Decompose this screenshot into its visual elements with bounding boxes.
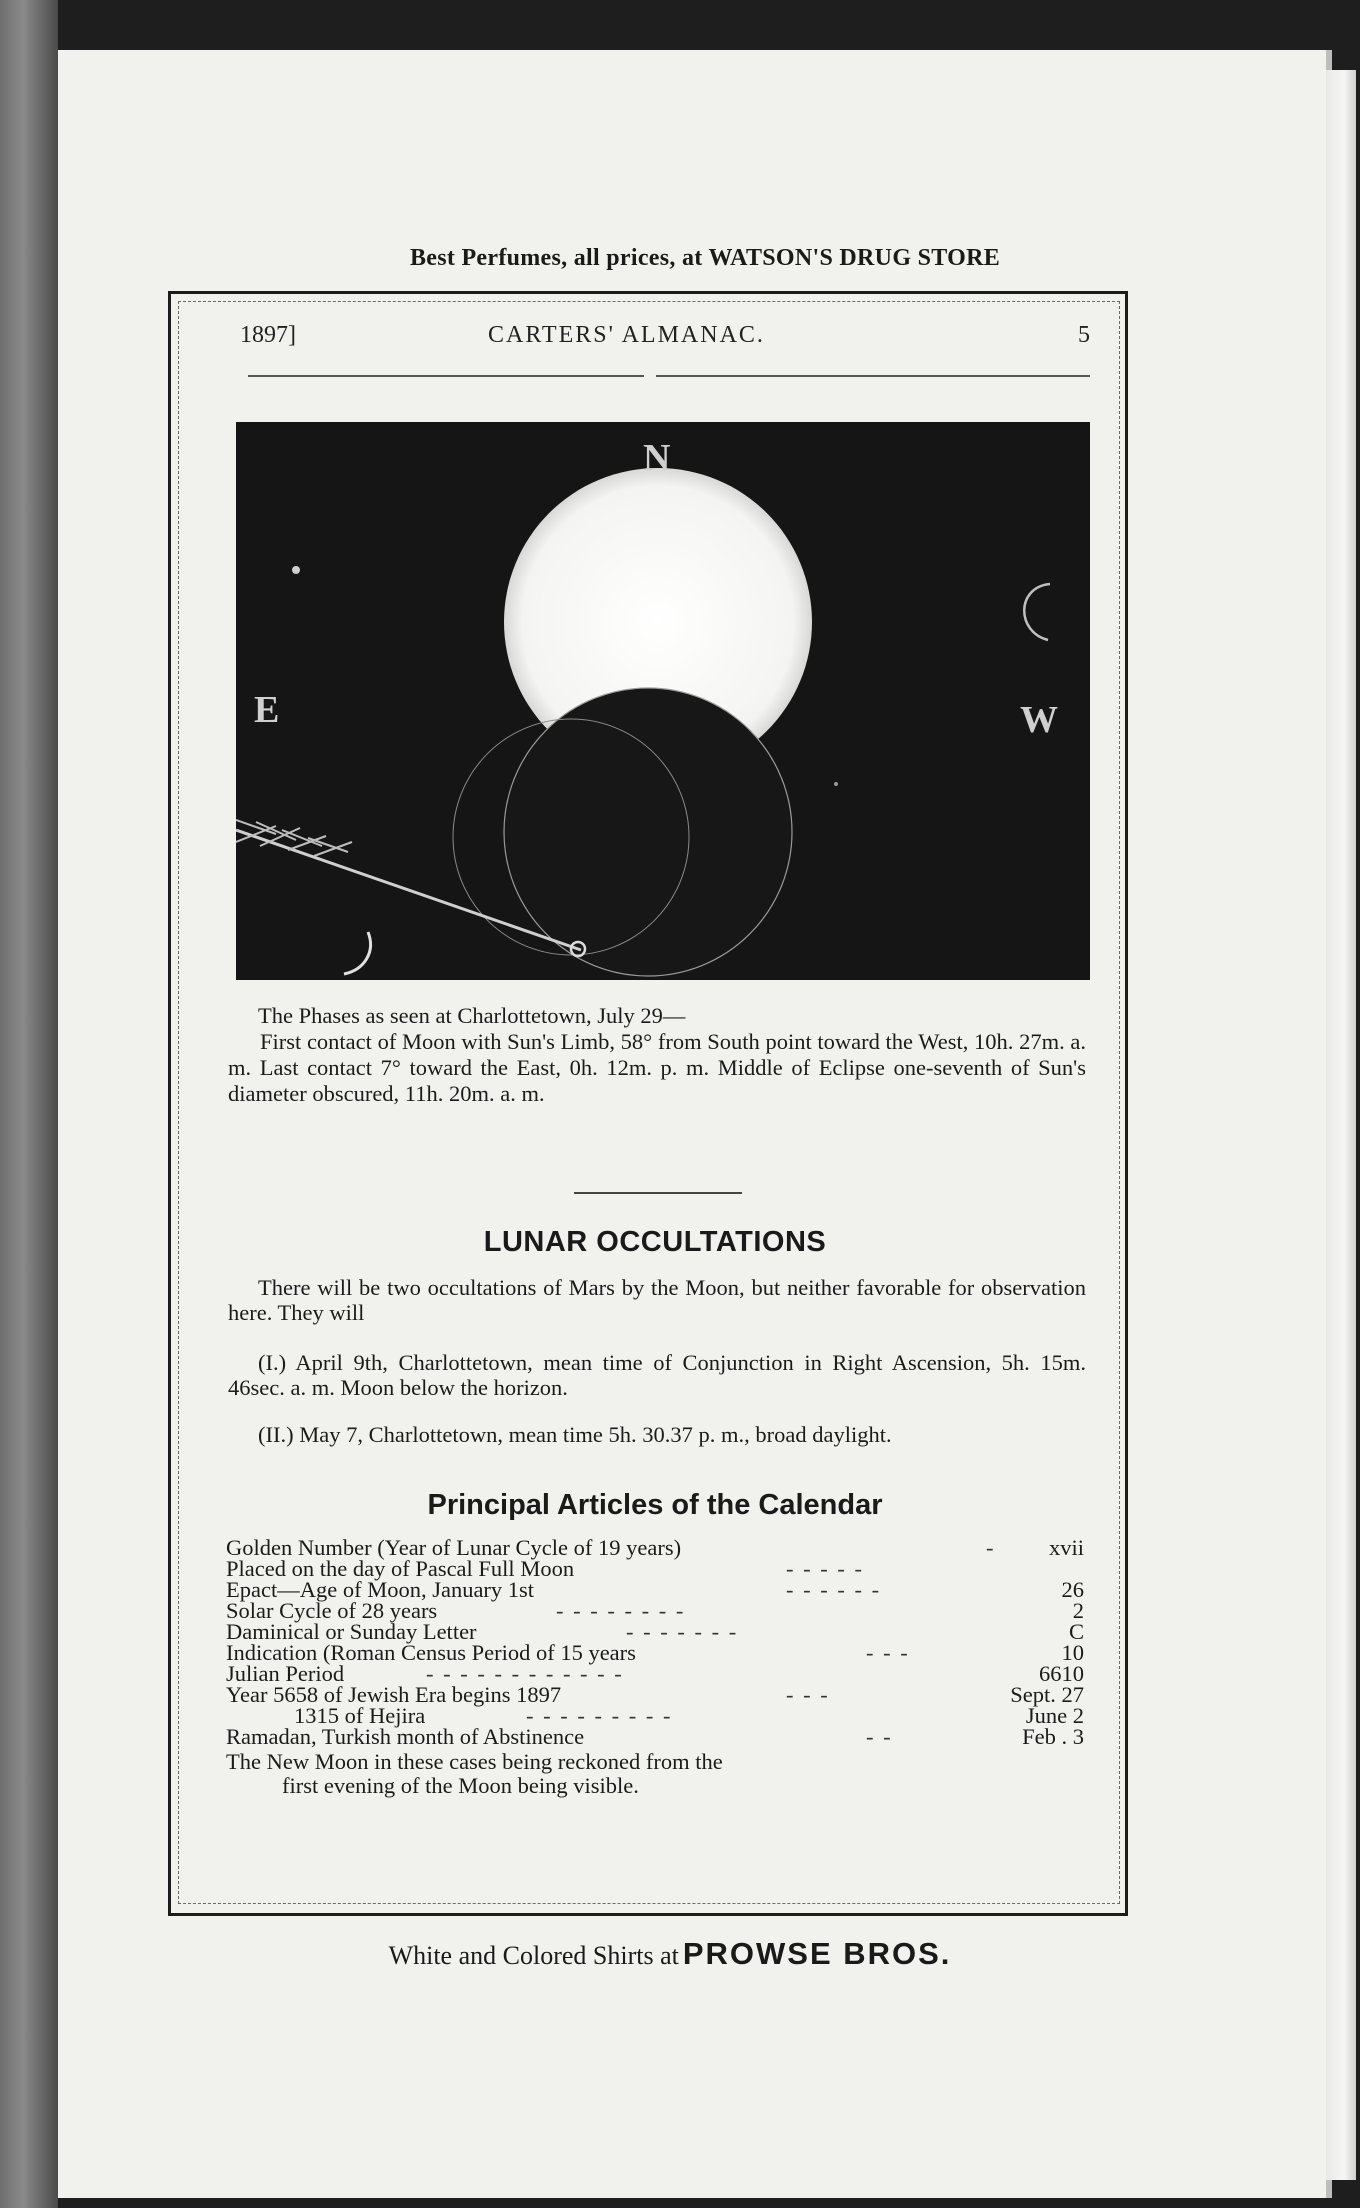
calendar-row — [226, 1705, 1088, 1726]
calendar-footnote-line-1: The New Moon in these cases being reckoned from the — [226, 1749, 723, 1774]
calendar-row-value: June 2 — [1025, 1703, 1084, 1728]
calendar-row-dashes: - - - - - - - - - - - - — [426, 1661, 624, 1686]
calendar-row-dashes: - - - - - - — [786, 1577, 882, 1602]
star-speck — [834, 782, 838, 786]
calendar-footnote — [226, 1751, 1088, 1799]
compass-e: E — [254, 689, 280, 731]
calendar-heading: Principal Articles of the Calendar — [427, 1489, 883, 1521]
calendar-row-value: xvii — [1048, 1535, 1084, 1560]
calendar-row — [226, 1558, 1088, 1579]
calendar-row-value: C — [1068, 1619, 1084, 1644]
calendar-row-value: 2 — [1072, 1598, 1084, 1623]
lunar-item-1 — [228, 1350, 1086, 1400]
calendar-row-dashes: - - - - - — [786, 1556, 864, 1581]
calendar-row — [226, 1642, 1088, 1663]
lunar-occultations-heading: LUNAR OCCULTATIONS — [483, 1226, 827, 1258]
compass-w: W — [1020, 699, 1058, 741]
calendar-row-value: 26 — [1061, 1577, 1084, 1602]
calendar-row-label: Daminical or Sunday Letter — [226, 1619, 477, 1644]
calendar-row-dashes: - — [986, 1535, 996, 1560]
eclipse-illustration — [236, 422, 1090, 980]
lunar-item-2 — [228, 1422, 1086, 1447]
calendar-row — [226, 1600, 1088, 1621]
running-head-title: CARTERS' ALMANAC. — [488, 322, 765, 348]
calendar-row — [226, 1684, 1088, 1705]
calendar-row-label: Indication (Roman Census Period of 15 years — [226, 1640, 636, 1665]
top-advertisement: Best Perfumes, all prices, at WATSON'S DRUG STORE — [409, 245, 1001, 271]
running-head — [240, 322, 1090, 358]
header-rule-left — [248, 375, 644, 377]
header-rule-right — [656, 375, 1090, 377]
caption-body: First contact of Moon with Sun's Limb, 58° from South point toward the West, 10h. 27m. a. m. Last contact 7° toward the East, 0h. 12m. p. m. Middle of Eclipse one-seventh of Sun's diameter obscured, 11h. 20m. a. m. — [228, 1029, 1086, 1106]
calendar-row-label: Golden Number (Year of Lunar Cycle of 19 years) — [226, 1535, 682, 1560]
compass-n: N — [643, 437, 671, 479]
calendar-row-dashes: - - - - - - - - - — [526, 1703, 673, 1728]
calendar-row-dashes: - - - — [786, 1682, 830, 1707]
calendar-row-label: Placed on the day of Pascal Full Moon — [226, 1556, 575, 1581]
calendar-row-value: 10 — [1061, 1640, 1084, 1665]
calendar-row — [226, 1537, 1088, 1558]
calendar-row — [226, 1621, 1088, 1642]
section-divider — [574, 1192, 742, 1194]
running-head-year: 1897] — [240, 322, 296, 348]
calendar-row-value: Sept. 27 — [1010, 1682, 1084, 1707]
calendar-row-label: 1315 of Hejira — [294, 1703, 426, 1728]
bottom-advertisement — [240, 1936, 1100, 1972]
lunar-item-2-text: (II.) May 7, Charlottetown, mean time 5h. 30.37 p. m., broad daylight. — [258, 1422, 892, 1447]
lunar-intro — [228, 1275, 1086, 1325]
calendar-row — [226, 1663, 1088, 1684]
star-speck — [292, 566, 300, 574]
calendar-row-label: Solar Cycle of 28 years — [226, 1598, 438, 1623]
calendar-row-label: Epact—Age of Moon, January 1st — [226, 1577, 535, 1602]
bottom-ad-text: White and Colored Shirts at — [388, 1941, 679, 1970]
calendar-row-label: Ramadan, Turkish month of Abstinence — [226, 1724, 585, 1749]
eclipse-photograph — [236, 422, 1090, 980]
calendar-row-dashes: - - — [866, 1724, 893, 1749]
calendar-row-value: 6610 — [1039, 1661, 1084, 1686]
page-right-edge — [1326, 70, 1356, 2180]
lunar-intro-text: There will be two occultations of Mars by the Moon, but neither favorable for observation here. They will — [228, 1275, 1086, 1325]
calendar-row — [226, 1726, 1088, 1747]
caption-lead: The Phases as seen at Charlottetown, July 29— — [258, 1003, 686, 1028]
lunar-item-1-text: (I.) April 9th, Charlottetown, mean time of Conjunction in Right Ascension, 5h. 15m. 46sec. a. m. Moon below the horizon. — [228, 1350, 1086, 1400]
calendar-row-label: Julian Period — [226, 1661, 345, 1686]
calendar-footnote-line-2: first evening of the Moon being visible. — [282, 1773, 639, 1798]
calendar-row-dashes: - - - - - - - — [626, 1619, 739, 1644]
calendar-row-dashes: - - - — [866, 1640, 910, 1665]
calendar-row-label: Year 5658 of Jewish Era begins 1897 — [226, 1682, 562, 1707]
bottom-ad-store: PROWSE BROS. — [682, 1936, 952, 1971]
calendar-row — [226, 1579, 1088, 1600]
calendar-row-value: Feb . 3 — [1022, 1724, 1084, 1749]
moon-shadow-disc — [504, 688, 792, 976]
book-spine-edge — [0, 0, 58, 2208]
calendar-row-dashes: - - - - - - - - — [556, 1598, 686, 1623]
calendar-table — [226, 1537, 1088, 1799]
page-number: 5 — [1078, 322, 1090, 348]
eclipse-caption — [228, 1003, 1086, 1107]
